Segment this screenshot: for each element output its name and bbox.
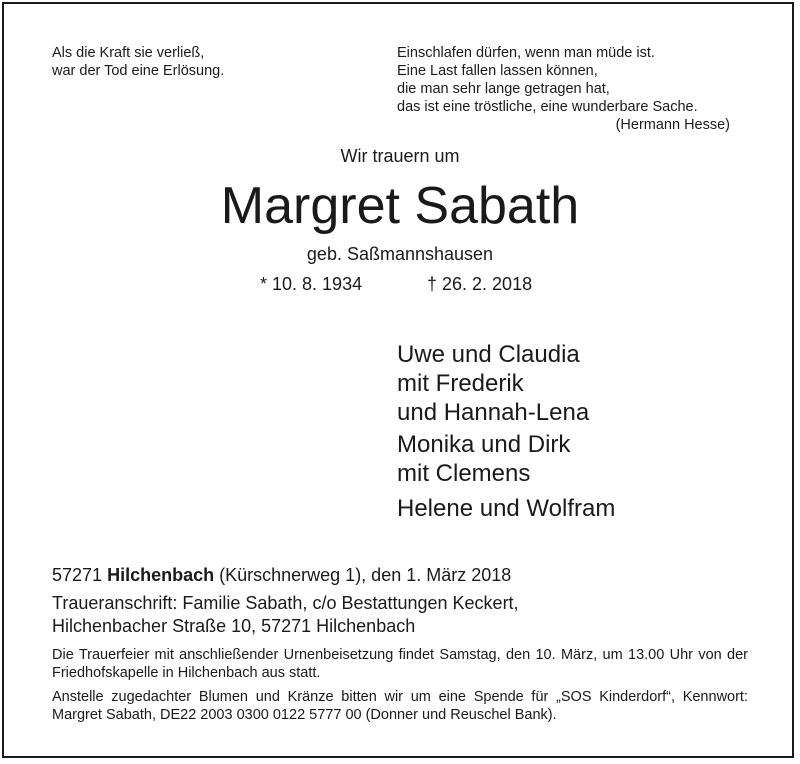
left-quote — [52, 44, 224, 80]
left-quote-line: war der Tod eine Erlösung. — [52, 63, 225, 79]
family-line: mit Frederik — [397, 370, 524, 397]
hesse-quote-line: Eine Last fallen lassen können, — [397, 63, 598, 79]
maiden-name: geb. Saßmannshausen — [306, 244, 494, 264]
death-date: † 26. 2. 2018 — [427, 274, 533, 294]
quote-author: (Hermann Hesse) — [615, 117, 730, 133]
family-line: Monika und Dirk — [397, 431, 571, 458]
left-quote-line: Als die Kraft sie verließ, — [52, 45, 205, 61]
family-group — [397, 340, 589, 427]
family-line: mit Clemens — [397, 460, 531, 487]
hesse-quote-line: Einschlafen dürfen, wenn man müde ist. — [397, 45, 655, 61]
hesse-quote — [397, 44, 730, 134]
donation-notice: Anstelle zugedachter Blumen und Kränze bitten wir um eine Spende für „SOS Kinderdorf“, Kennwort: Margret Sabath, DE22 2003 0300 0122 5777 00 (Donner und Reuschel Bank). — [52, 689, 748, 723]
family-line: Helene und Wolfram — [397, 495, 616, 522]
family-line: und Hannah-Lena — [397, 399, 590, 426]
mourning-address — [52, 592, 519, 638]
place-rest: (Kürschnerweg 1), den 1. März 2018 — [219, 565, 512, 585]
mourning-intro: Wir trauern um — [340, 146, 460, 166]
family-group — [397, 430, 570, 488]
family-group — [397, 494, 615, 523]
birth-date: * 10. 8. 1934 — [260, 274, 363, 294]
place-city: Hilchenbach — [107, 565, 215, 585]
hesse-quote-line: die man sehr lange getragen hat, — [397, 81, 610, 97]
address-line: Traueranschrift: Familie Sabath, c/o Bestattungen Keckert, — [52, 593, 519, 613]
place-zip: 57271 — [52, 565, 103, 585]
place-and-date — [52, 564, 511, 587]
funeral-notice: Die Trauerfeier mit anschließender Urnenbeisetzung findet Samstag, den 10. März, um 13.00 Uhr von der Friedhofskapelle in Hilchenbach aus statt. — [52, 647, 748, 681]
family-line: Uwe und Claudia — [397, 341, 580, 368]
hesse-quote-line: das ist eine tröstliche, eine wunderbare Sache. — [397, 99, 698, 115]
deceased-name: Margret Sabath — [220, 177, 580, 235]
address-line: Hilchenbacher Straße 10, 57271 Hilchenbach — [52, 616, 416, 636]
